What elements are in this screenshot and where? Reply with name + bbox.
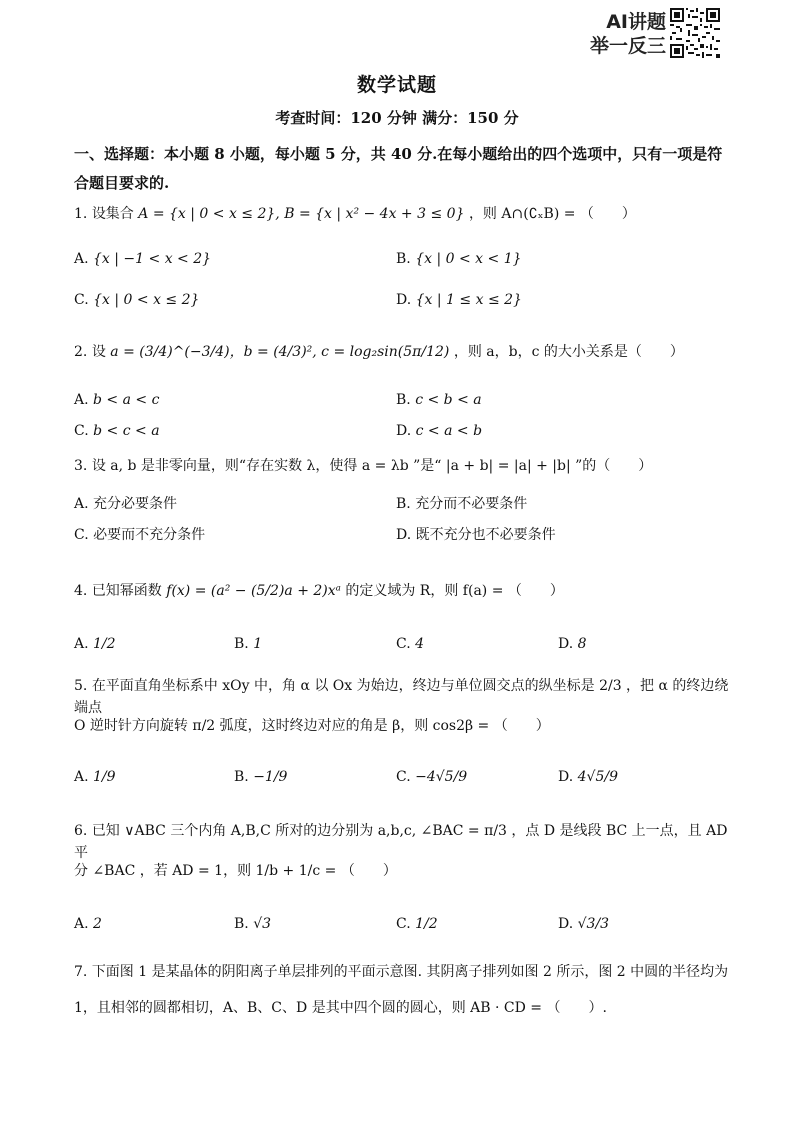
option-label: C. [74,527,89,543]
option-label: D. [396,527,412,543]
option-label: B. [234,769,249,785]
question-number: 7. [74,964,88,980]
option-label: D. [558,636,574,652]
option-label: C. [396,636,411,652]
q5-option-d[interactable] [558,766,618,788]
question-5-stem [74,675,734,719]
stem-math: A = {x | 0 < x ≤ 2}, B = {x | x² − 4x + 3 ≤ 0} [138,206,465,222]
option-text: 1/2 [93,636,116,652]
question-2-stem [74,341,734,363]
stem-text: 1，且相邻的圆都相切，A、B、C、D 是其中四个圆的圆心，则 AB · CD = （ ）. [74,1000,607,1016]
option-label: A. [74,636,89,652]
q2-option-d[interactable] [396,420,482,442]
question-7-stem-line-2 [74,997,734,1019]
q1-option-b[interactable] [396,248,522,270]
q5-option-b[interactable] [234,766,287,788]
option-text: {x | 0 < x ≤ 2} [93,292,200,308]
option-label: B. [234,916,249,932]
q6-option-a[interactable] [74,913,102,935]
q2-option-c[interactable] [74,420,160,442]
q6-option-d[interactable] [558,913,609,935]
option-label: D. [396,292,412,308]
stem-text: 设集合 [91,206,134,222]
question-number: 4. [74,583,88,599]
question-6-stem-line-2 [74,860,734,882]
option-label: C. [74,423,89,439]
paper-subtitle: 考查时间：120 分钟 满分：150 分 [275,109,519,127]
option-label: A. [74,392,89,408]
question-3-stem [74,455,734,477]
option-label: B. [396,496,411,512]
option-text: 必要而不充分条件 [93,527,206,543]
section-heading: 一、选择题：本小题 8 小题，每小题 5 分，共 40 分.在每小题给出的四个选项中，只有一项是符合题目要求的. [74,145,723,192]
option-text: {x | 0 < x < 1} [415,251,522,267]
q3-option-b[interactable] [396,493,527,515]
q2-option-a[interactable] [74,389,159,411]
stem-text: 在平面直角坐标系中 xOy 中，角 α 以 Ox 为始边，终边与单位圆交点的纵坐标是 2/3 ，把 α 的终边绕端点 [74,678,729,716]
option-label: A. [74,251,89,267]
option-label: D. [558,769,574,785]
brand-text [580,10,666,58]
brand-badge[interactable] [580,8,720,58]
q6-option-c[interactable] [396,913,438,935]
option-label: C. [74,292,89,308]
option-text: √3 [253,916,272,932]
question-number: 1. [74,206,88,222]
brand-line-2: 举一反三 [589,35,666,57]
option-text: 4 [415,636,425,652]
stem-text: 已知幂函数 [91,583,162,599]
question-number: 3. [74,458,88,474]
option-text: b < c < a [93,423,160,439]
option-label: B. [396,251,411,267]
option-text: 既不充分也不必要条件 [415,527,556,543]
option-text: 8 [577,636,587,652]
option-label: A. [74,496,89,512]
option-label: A. [74,769,89,785]
option-text: −1/9 [253,769,288,785]
q4-option-b[interactable] [234,633,262,655]
q3-option-d[interactable] [396,524,556,546]
option-label: D. [396,423,412,439]
option-text: 2 [93,916,102,932]
brand-line-1: AI讲题 [606,11,666,33]
stem-text: O 逆时针方向旋转 π/2 弧度，这时终边对应的角是 β，则 cos2β = （ ） [74,718,550,734]
stem-text: ，则 A∩(∁ₓB) = （ ） [468,206,636,222]
paper-title: 数学试题 [356,74,437,96]
question-number: 2. [74,344,88,360]
q1-option-c[interactable] [74,289,199,311]
option-text: 1/9 [93,769,116,785]
q4-option-c[interactable] [396,633,424,655]
q6-option-b[interactable] [234,913,271,935]
q4-option-d[interactable] [558,633,587,655]
option-label: A. [74,916,89,932]
option-text: 1/2 [415,916,438,932]
option-label: D. [558,916,574,932]
option-text: c < b < a [415,392,482,408]
question-number: 5. [74,678,88,694]
question-5-stem-line-2 [74,715,734,737]
stem-text: 下面图 1 是某晶体的阴阳离子单层排列的平面示意图. 其阴离子排列如图 2 所示，图 2 中圆的半径均为 [91,964,729,980]
option-text: √3/3 [577,916,610,932]
q3-option-a[interactable] [74,493,177,515]
option-text: 充分必要条件 [93,496,178,512]
option-label: B. [234,636,249,652]
question-number: 6. [74,823,88,839]
option-text: c < a < b [415,423,483,439]
option-text: {x | −1 < x < 2} [93,251,212,267]
question-7-stem [74,961,734,983]
q1-option-d[interactable] [396,289,522,311]
stem-math: a = (3/4)^(−3/4)，b = (4/3)², c = log₂sin(5π/12) [110,344,450,360]
option-text: 4√5/9 [577,769,618,785]
question-6-stem [74,820,734,864]
stem-text: 设 [91,344,106,360]
option-label: C. [396,769,411,785]
question-1-stem [74,203,734,225]
stem-text: ，则 a，b，c 的大小关系是（ ） [453,344,684,360]
q5-option-a[interactable] [74,766,116,788]
option-text: −4√5/9 [415,769,468,785]
option-label: B. [396,392,411,408]
option-text: 1 [253,636,263,652]
stem-text: 设 a, b 是非零向量，则“存在实数 λ，使得 a = λb ”是“ |a + b| = |a| + |b| ”的（ ） [91,458,653,474]
option-text: b < a < c [93,392,160,408]
q5-option-c[interactable] [396,766,467,788]
stem-math: f(x) = (a² − (5/2)a + 2)xᵃ [166,583,341,599]
option-label: C. [396,916,411,932]
stem-text: 分 ∠BAC ，若 AD = 1，则 1/b + 1/c = （ ） [74,863,397,879]
q1-option-a[interactable] [74,248,211,270]
option-text: {x | 1 ≤ x ≤ 2} [415,292,522,308]
question-4-stem [74,580,734,602]
option-text: 充分而不必要条件 [415,496,528,512]
stem-text: 的定义域为 R，则 f(a) = （ ） [345,583,564,599]
qr-code-icon[interactable] [670,8,720,58]
q2-option-b[interactable] [396,389,482,411]
stem-text: 已知 ∨ABC 三个内角 A,B,C 所对的边分别为 a,b,c, ∠BAC = π/3 ，点 D 是线段 BC 上一点，且 AD 平 [74,823,728,861]
q3-option-c[interactable] [74,524,205,546]
q4-option-a[interactable] [74,633,116,655]
